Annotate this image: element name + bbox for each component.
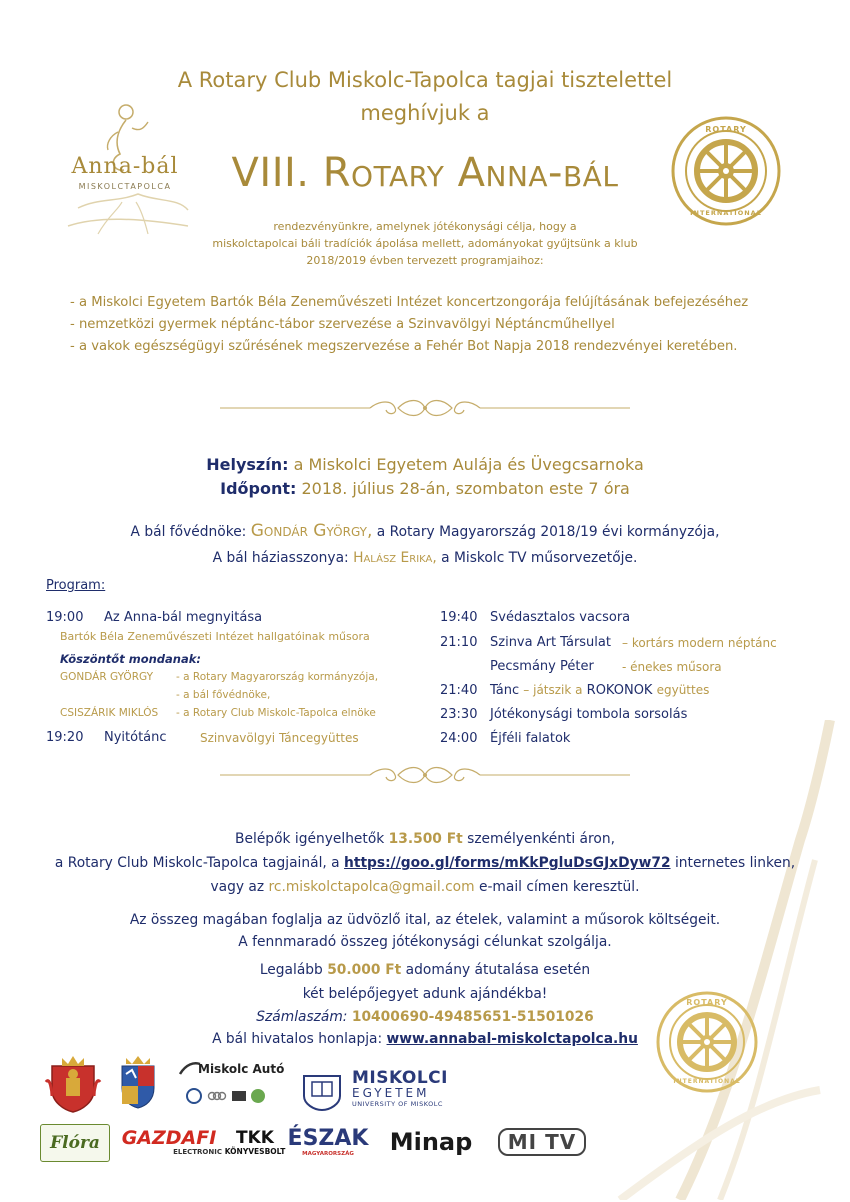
flora-name: Flóra (50, 1133, 100, 1153)
mi-tv-name: MI TV (498, 1128, 586, 1156)
program-time: 19:20 (46, 730, 84, 745)
car-brands-icon (184, 1086, 274, 1106)
rotary-logo-top-text: ROTARY (686, 998, 728, 1007)
costs-line: Az összeg magában foglalja az üdvözlő ital, az ételek, valamint a műsorok költségeit. (129, 912, 721, 928)
tkk-sub: KÖNYVESBOLT (224, 1146, 286, 1156)
miskolc-city-crest-icon (44, 1052, 102, 1114)
time-value: 2018. július 28-án, szombaton este 7 óra (301, 479, 630, 498)
tickets-text: vagy az (210, 879, 265, 895)
costs-line: A fennmaradó összeg jótékonysági célunkat szolgálja. (238, 934, 612, 950)
program-time: 19:40 (440, 610, 478, 625)
minap-name: Minap (389, 1128, 473, 1156)
county-crest-icon (118, 1054, 158, 1112)
tickets-text: internetes linken, (674, 855, 796, 871)
account-number: 10400690-49485651-51501026 (351, 1009, 594, 1025)
patron-post: a Rotary Magyarország 2018/19 évi kormányzója, (376, 524, 720, 540)
program-event-sub: - énekes műsora (622, 660, 722, 674)
hostess-name: Halász Erika, (353, 550, 437, 566)
intro-line: miskolctapolcai báli tradíciók ápolása mellett, adományokat gyűjtsünk a klub (212, 237, 638, 250)
rotary-logo-bottom-text: INTERNATIONAL (690, 209, 762, 217)
program-time: 21:40 (440, 683, 478, 698)
anna-bal-logo-name: Anna-bál (71, 154, 179, 179)
program-event-sub: – kortárs modern néptánc (622, 636, 777, 650)
program-event-title: Tánc (490, 683, 520, 698)
greeter-role: - a bál fővédnöke, (176, 689, 271, 701)
eszak-name: ÉSZAK (287, 1126, 369, 1151)
program-time: 23:30 (440, 707, 478, 722)
program-heading: Program: (46, 578, 106, 593)
rotary-logo-top-text: ROTARY (705, 125, 747, 134)
tickets-text: Belépők igényelhetők (235, 831, 385, 847)
program-event: Pecsmány Péter (490, 659, 594, 674)
miskolci-egyetem-logo (352, 1068, 462, 1114)
patron-name: Gondár György, (250, 521, 373, 541)
email-address[interactable]: rc.miskolctapolca@gmail.com (268, 879, 475, 895)
mi-tv-logo (494, 1124, 590, 1160)
hostess-pre: A bál háziasszonya: (212, 550, 349, 566)
program-event-sub: Bartók Béla Zeneművészeti Intézet hallgatóinak műsora (60, 630, 370, 643)
tkk-name: TKK (236, 1127, 274, 1148)
goal-item: - a vakok egészségügyi szűrésének megszervezése a Fehér Bot Napja 2018 rendezvényei keretében. (70, 339, 738, 354)
registration-link[interactable]: https://goo.gl/forms/mKkPgluDsGJxDyw72 (344, 855, 671, 871)
greeter-role: - a Rotary Magyarország kormányzója, (176, 671, 379, 683)
anna-bal-logo-sub: MISKOLCTAPOLCA (78, 182, 172, 191)
ticket-price: 13.500 Ft (388, 831, 463, 847)
greeter-role: - a Rotary Club Miskolc-Tapolca elnöke (176, 707, 376, 719)
donation-text: két belépőjegyet adunk ajándékba! (302, 986, 548, 1002)
donation-text: Legalább (259, 962, 323, 978)
band-name: ROKONOK (586, 683, 653, 698)
egyetem-line-2: EGYETEM (352, 1086, 430, 1100)
tkk-logo (226, 1124, 284, 1160)
tickets-text: a Rotary Club Miskolc-Tapolca tagjainál, a (54, 855, 340, 871)
ornament-divider (220, 765, 630, 785)
place-value: a Miskolci Egyetem Aulája és Üvegcsarnoka (293, 455, 644, 474)
program-time: 24:00 (440, 731, 478, 746)
intro-line: 2018/2019 évben tervezett programjaihoz: (306, 254, 544, 267)
flora-logo (40, 1124, 110, 1162)
program-event: Éjféli falatok (490, 731, 571, 746)
program-time: 19:00 (46, 610, 84, 625)
patrons-block (0, 518, 850, 571)
website-label: A bál hivatalos honlapja: (212, 1031, 383, 1047)
program-event: Szinva Art Társulat (490, 635, 611, 650)
place-label: Helyszín: (206, 455, 289, 474)
program-event: Az Anna-bál megnyitása (104, 610, 263, 625)
invitation-line-1: A Rotary Club Miskolc-Tapolca tagjai tisztelettel (177, 68, 673, 92)
program-event (490, 683, 709, 698)
greeter-name: GONDÁR GYÖRGY (60, 671, 154, 683)
rotary-logo-bottom (655, 990, 759, 1094)
tickets-text: személyenkénti áron, (467, 831, 615, 847)
venue-block (0, 453, 850, 501)
greeting-heading: Köszöntőt mondanak: (60, 652, 201, 666)
program-event-sub: Szinvavölgyi Táncegyüttes (200, 731, 359, 745)
minap-logo (376, 1124, 486, 1160)
program-event-mid: – játszik a (523, 683, 583, 697)
goals-list (70, 292, 748, 358)
egyetem-line-1: MISKOLCI (352, 1068, 448, 1088)
hostess-post: a Miskolc TV műsorvezetője. (441, 550, 638, 566)
time-label: Időpont: (220, 479, 297, 498)
egyetem-line-3: UNIVERSITY OF MISKOLC (352, 1100, 443, 1108)
website-link[interactable]: www.annabal-miskolctapolca.hu (386, 1031, 638, 1047)
gazdafi-name: GAZDAFI (121, 1127, 217, 1149)
tickets-text: e-mail címen keresztül. (478, 879, 640, 895)
program-event: Jótékonysági tombola sorsolás (490, 707, 688, 722)
tickets-block (0, 827, 850, 899)
ornament-divider (220, 398, 630, 418)
goal-item: - nemzetközi gyermek néptánc-tábor szervezése a Szinvavölgyi Néptáncműhellyel (70, 317, 615, 332)
donation-amount: 50.000 Ft (327, 962, 402, 978)
program-event-post: együttes (656, 683, 710, 697)
gazdafi-sub: ELECTRONIC (173, 1148, 222, 1156)
goal-item: - a Miskolci Egyetem Bartók Béla Zeneművészeti Intézet koncertzongorája felújításának befejezéséhez (70, 295, 749, 310)
donation-text: adomány átutalása esetén (405, 962, 591, 978)
page-title: VIII. Rotary Anna-bál (231, 150, 619, 196)
program-event: Svédasztalos vacsora (490, 610, 631, 625)
intro-text (0, 218, 850, 269)
intro-line: rendezvényünkre, amelynek jótékonysági célja, hogy a (273, 220, 577, 233)
university-crest-icon (300, 1072, 344, 1112)
costs-block (0, 909, 850, 953)
program-event: Nyitótánc (104, 730, 167, 745)
invitation-line-2: meghívjuk a (360, 101, 490, 125)
account-label: Számlaszám: (256, 1009, 348, 1025)
eszak-logo (288, 1124, 368, 1160)
patron-pre: A bál fővédnöke: (130, 524, 247, 540)
program-time: 21:10 (440, 635, 478, 650)
eszak-sub: MAGYARORSZÁG (302, 1151, 354, 1157)
miskolc-auto-name: Miskolc Autó (198, 1062, 285, 1076)
miskolc-auto-logo (178, 1060, 285, 1110)
rotary-logo-bottom-text: INTERNATIONAL (673, 1078, 741, 1085)
gazdafi-logo (116, 1124, 222, 1160)
greeter-name: CSISZÁRIK MIKLÓS (60, 707, 159, 719)
